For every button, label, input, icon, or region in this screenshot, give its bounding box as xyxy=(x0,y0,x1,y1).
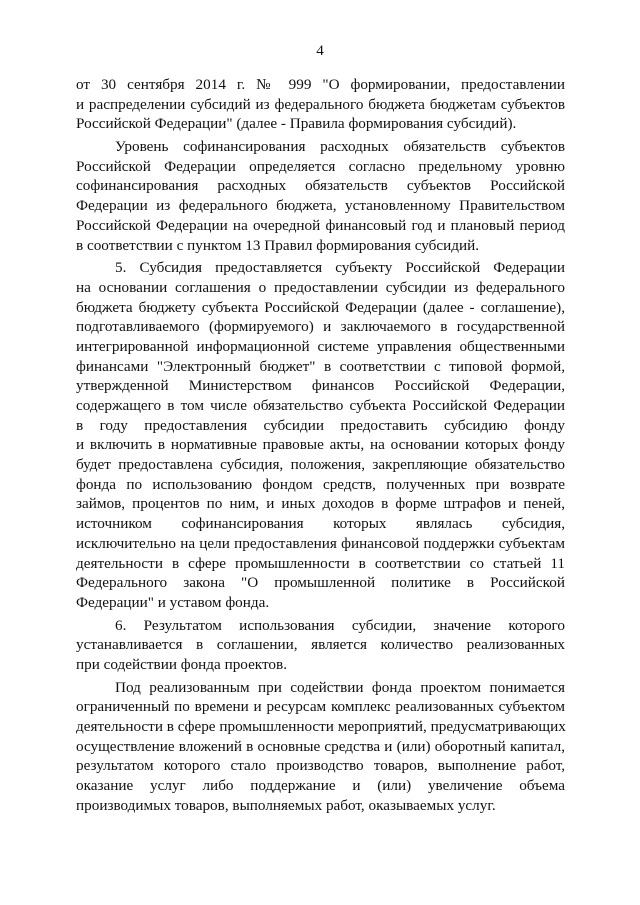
text-line: Федерального закона "О промышленной политике в Российской xyxy=(76,574,565,592)
paragraph xyxy=(76,75,565,134)
text-line: в соответствии с пунктом 13 Правил формирования субсидий. xyxy=(76,236,480,254)
text-line: и включить в нормативные правовые акты, на основании которых фонду xyxy=(76,436,565,454)
text-line: ограниченный по времени и ресурсам комплекс реализованных субъектом xyxy=(76,698,565,716)
text-line: исключительно на цели предоставления финансовой поддержки субъектам xyxy=(76,534,565,552)
text-line: 5. Субсидия предоставляется субъекту Российской Федерации xyxy=(115,259,565,277)
text-line: Уровень софинансирования расходных обязательств субъектов xyxy=(115,138,565,156)
text-line: будет предоставлена субсидия, положения, закрепляющие обязательство xyxy=(76,456,565,474)
text-line: Под реализованным при содействии фонда проектом понимается xyxy=(115,678,565,696)
text-line: бюджета бюджету субъекта Российской Федерации (далее - соглашение), xyxy=(76,298,565,316)
text-line: осуществление вложений в основные средства и (или) оборотный капитал, xyxy=(76,737,565,755)
paragraph xyxy=(76,137,565,255)
text-line: при содействии фонда проектов. xyxy=(76,655,287,673)
text-line: софинансирования расходных обязательств субъектов Российской xyxy=(76,177,565,195)
text-line: Российской Федерации" (далее - Правила формирования субсидий). xyxy=(76,115,517,133)
text-line: в году предоставления субсидии предоставить субсидию фонду xyxy=(76,416,565,434)
text-line: финансами "Электронный бюджет" в соответствии с типовой формой, xyxy=(76,357,565,375)
text-line: источником софинансирования которых являлась субсидия, xyxy=(76,515,565,533)
text-line: от 30 сентября 2014 г. № 999 "О формировании, предоставлении xyxy=(76,76,565,93)
text-line: 6. Результатом использования субсидии, значение которого xyxy=(115,616,565,634)
text-line: и распределении субсидий из федерального бюджета бюджетам субъектов xyxy=(76,95,565,113)
text-line: устанавливается в соглашении, является количество реализованных xyxy=(76,636,565,654)
page-number: 4 xyxy=(316,42,324,59)
text-line: оказание услуг либо поддержание и (или) увеличение объема xyxy=(76,777,565,795)
text-line: Российской Федерации на очередной финансовый год и плановый период xyxy=(76,216,565,234)
paragraph xyxy=(76,678,565,816)
text-line: деятельности в сфере промышленности в соответствии со статьей 11 xyxy=(76,554,565,572)
body-text xyxy=(76,75,565,818)
text-line: на основании соглашения о предоставлении субсидии из федерального xyxy=(76,278,565,296)
text-line: Федерации из федерального бюджета, установленному Правительством xyxy=(76,197,565,215)
text-line: фонда по использованию фондом средств, полученных при возврате xyxy=(76,475,565,493)
text-line: Федерации" и уставом фонда. xyxy=(76,593,270,611)
text-line: займов, процентов по ним, и иных доходов в форме штрафов и пеней, xyxy=(76,495,565,513)
text-line: деятельности в сфере промышленности мероприятий, предусматривающих xyxy=(76,718,566,735)
text-line: интегрированной информационной системе управления общественными xyxy=(76,337,565,355)
paragraph xyxy=(76,616,565,675)
paragraph xyxy=(76,258,565,612)
text-line: содержащего в том числе обязательство субъекта Российской Федерации xyxy=(76,397,565,414)
text-line: утвержденной Министерством финансов Российской Федерации, xyxy=(76,377,565,395)
text-line: результатом которого стало производство товаров, выполнение работ, xyxy=(76,757,565,775)
text-line: подготавливаемого (формируемого) и заключаемого в государственной xyxy=(76,318,565,336)
text-line: Российской Федерации определяется согласно предельному уровню xyxy=(76,157,565,175)
text-line: производимых товаров, выполняемых работ, оказываемых услуг. xyxy=(76,796,496,814)
